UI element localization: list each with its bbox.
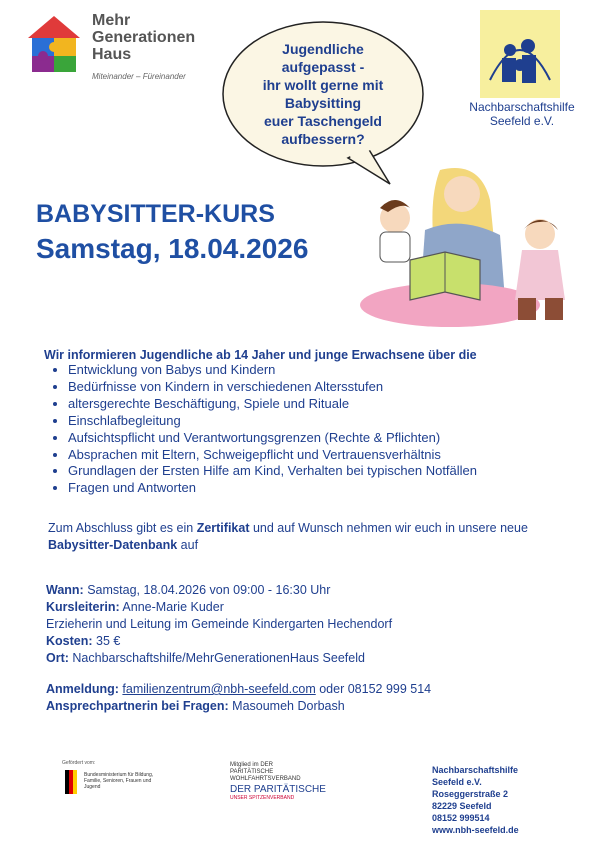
cert-datenbank: Babysitter-Datenbank [48,538,178,552]
paritaetische-logo [230,762,370,812]
cert-text: auf [177,538,199,552]
nbh-logo-line-2: Seefeld e.V. [489,114,555,128]
wann-label: Wann: [46,583,84,597]
ort-label: Ort: [46,651,69,665]
bubble-line: Babysitting [284,95,362,111]
address-line: Seefeld e.V. [432,777,482,787]
nachbarschaftshilfe-logo [466,10,576,130]
topic-item: • Einschlafbegleitung [68,413,588,430]
bmfsfj-logo [62,760,212,820]
address-line: Nachbarschaftshilfe [432,765,519,775]
topic-item: • altersgerechte Beschäftigung, Spiele und Rituale [68,396,588,413]
logo-line-1: Mehr [92,12,131,29]
address-line: 08152 999514 [432,813,490,823]
ministry-name: Bundesministerium für Bildung, Familie, Senioren, Frauen und Jugend [84,772,154,790]
email-link[interactable]: familienzentrum@nbh-seefeld.com [122,682,316,696]
logo-line-3: Haus [92,46,132,63]
topic-item: • Fragen und Antworten [68,480,588,497]
puzzle-house-icon [24,12,86,74]
cert-text: Zum Abschluss gibt es ein [48,521,197,535]
intro-text: Wir informieren Jugendliche ab 14 Jaher und junge Erwachsene über die [44,348,477,362]
logo-line-2: Generationen [92,29,196,46]
logo-tagline: Miteinander – Füreinander [92,72,186,81]
anmeldung-label: Anmeldung: [46,682,119,696]
website-link[interactable]: www.nbh-seefeld.de [432,825,519,835]
mother-children-reading-illustration [340,160,580,332]
kosten-value: 35 € [92,634,121,648]
bubble-line: aufgepasst - [281,59,365,75]
cert-zertifikat: Zertifikat [196,521,250,535]
parit-sub: UNSER SPITZENVERBAND [230,795,295,801]
certificate-paragraph [48,520,558,554]
address-line: Roseggerstraße 2 [432,789,509,799]
ort-value: Nachbarschaftshilfe/MehrGenerationenHaus Seefeld [68,651,365,665]
course-title: BABYSITTER-KURS [36,200,275,228]
topic-item: • Absprachen mit Eltern, Schweigepflicht und Vertrauensverhältnis [68,447,588,464]
parit-line-1: Mitglied im DER PARITÄTISCHE [230,762,274,775]
mehrgenerationenhaus-logo [24,10,204,80]
kursleiterin-label: Kursleiterin: [46,600,120,614]
topic-item: • Bedürfnisse von Kindern in verschiedenen Altersstufen [68,379,588,396]
topic-item: • Aufsichtspflicht und Verantwortungsgrenzen (Rechte & Pflichten) [68,430,588,447]
parit-line-2: WOHLFAHRTSVERBAND [230,776,301,782]
nbh-address [432,764,572,836]
course-date-title: Samstag, 18.04.2026 [36,233,309,264]
course-details [46,582,566,667]
nbh-logo-line-1: Nachbarschaftshilfe [469,100,575,114]
wann-value: Samstag, 18.04.2026 von 09:00 - 16:30 Uhr [83,583,331,597]
phone-text: oder 08152 999 514 [315,682,432,696]
kursleiterin-role: Erzieherin und Leitung im Gemeinde Kindergarten Hechendorf [46,617,393,631]
kursleiterin-value: Anne-Marie Kuder [119,600,224,614]
contact-info [46,681,576,715]
bubble-line: aufbessern? [281,131,365,147]
bubble-line: euer Taschengeld [263,113,382,129]
families-icon [480,10,560,98]
cert-text: und auf Wunsch nehmen wir euch in unsere neue [249,521,528,535]
kosten-label: Kosten: [46,634,93,648]
bubble-line: ihr wollt gerne mit [262,77,384,93]
gefoerdert-text: Gefördert vom: [62,760,96,766]
topic-item: • Entwicklung von Babys und Kindern [68,362,588,379]
german-flag-icon [62,770,80,794]
ansprechpartnerin-value: Masoumeh Dorbash [228,699,345,713]
bubble-line: Jugendliche [282,41,364,57]
parit-logo-text: DER PARITÄTISCHE [230,784,326,795]
ansprechpartnerin-label: Ansprechpartnerin bei Fragen: [46,699,229,713]
address-line: 82229 Seefeld [432,801,492,811]
topics-list [50,362,588,497]
topic-item: • Grundlagen der Ersten Hilfe am Kind, Verhalten bei typischen Notfällen [68,463,588,480]
speech-bubble [228,24,418,156]
